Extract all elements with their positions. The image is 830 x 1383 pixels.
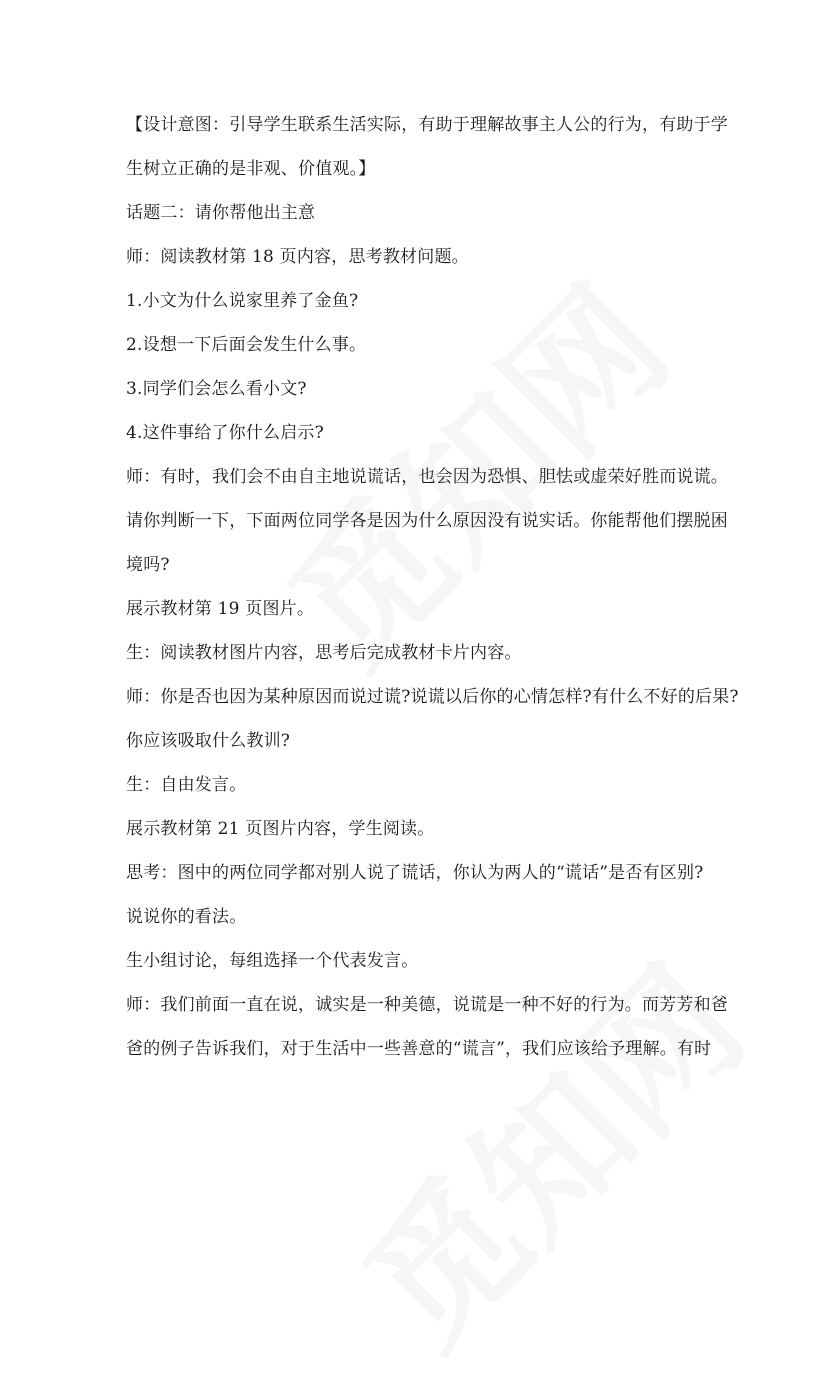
- question-3: 3.同学们会怎么看小文?: [126, 379, 307, 399]
- design-intent-line-2: 生树立正确的是非观、价值观。】: [126, 159, 376, 179]
- teacher-line: 师：我们前面一直在说，诚实是一种美德，说谎是一种不好的行为。而芳芳和爸: [126, 995, 728, 1015]
- teacher-line: 师：你是否也因为某种原因而说过谎?说谎以后你的心情怎样?有什么不好的后果?: [126, 687, 739, 707]
- teacher-line-cont: 请你判断一下，下面两位同学各是因为什么原因没有说实话。你能帮他们摆脱困: [126, 511, 728, 531]
- show-material-line: 展示教材第 21 页图片内容，学生阅读。: [126, 819, 435, 839]
- question-4: 4.这件事给了你什么启示?: [126, 423, 324, 443]
- document-body: [126, 103, 739, 1071]
- show-material-line: 展示教材第 19 页图片。: [126, 599, 315, 619]
- think-line-cont: 说说你的看法。: [126, 907, 247, 927]
- question-1: 1.小文为什么说家里养了金鱼?: [126, 291, 359, 311]
- student-line: 生：自由发言。: [126, 775, 247, 795]
- think-line: 思考：图中的两位同学都对别人说了谎话，你认为两人的“谎话”是否有区别?: [126, 863, 704, 883]
- teacher-line: 师：阅读教材第 18 页内容，思考教材问题。: [126, 247, 469, 267]
- teacher-line-cont: 你应该吸取什么教训?: [126, 731, 291, 751]
- student-line: 生：阅读教材图片内容，思考后完成教材卡片内容。: [126, 643, 522, 663]
- design-intent-line-1: 【设计意图：引导学生联系生活实际，有助于理解故事主人公的行为，有助于学: [126, 115, 728, 135]
- question-2: 2.设想一下后面会发生什么事。: [126, 335, 367, 355]
- group-discussion-line: 生小组讨论，每组选择一个代表发言。: [126, 951, 419, 971]
- teacher-line-cont: 境吗?: [126, 555, 170, 575]
- teacher-line: 师：有时，我们会不由自主地说谎话，也会因为恐惧、胆怯或虚荣好胜而说谎。: [126, 467, 728, 487]
- topic-heading: 话题二：请你帮他出主意: [126, 203, 316, 223]
- teacher-line-cont: 爸的例子告诉我们，对于生活中一些善意的“谎言”，我们应该给予理解。有时: [126, 1039, 712, 1059]
